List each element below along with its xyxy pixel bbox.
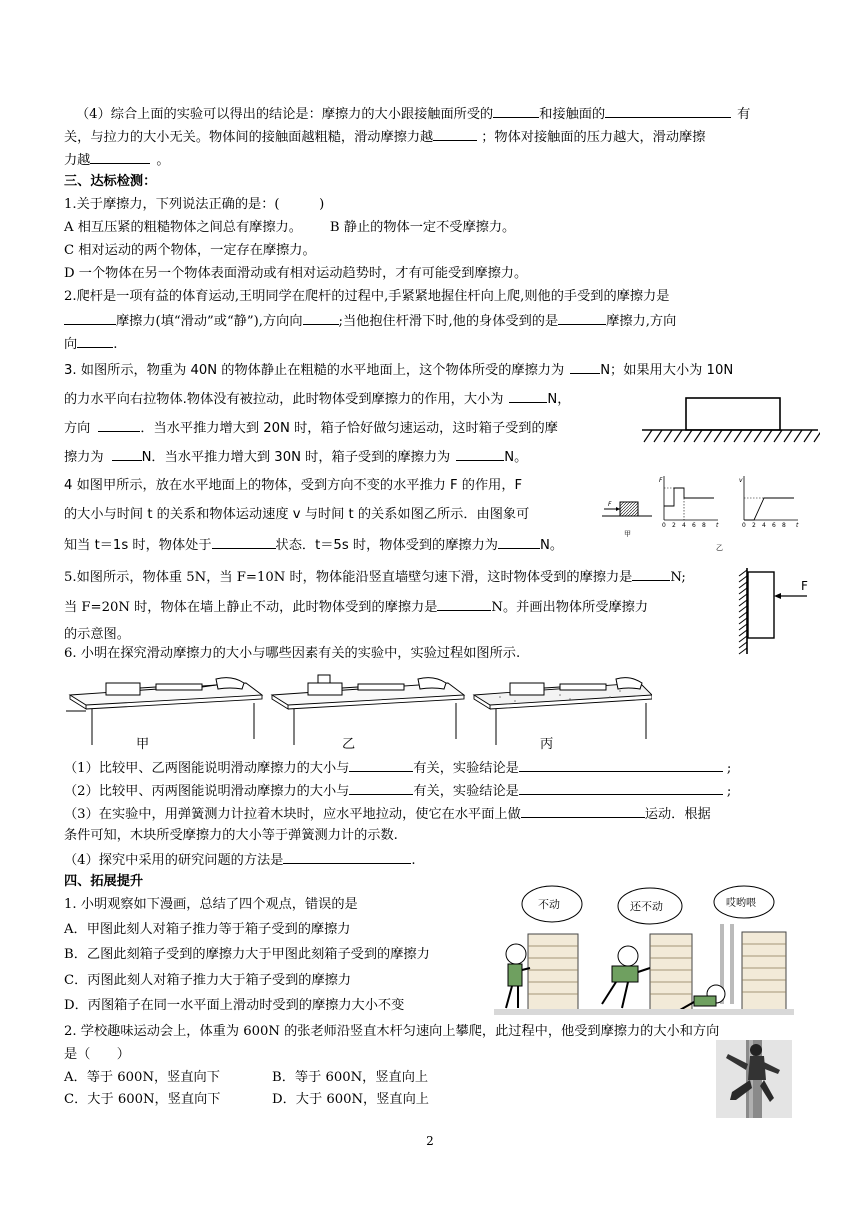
q4-line3: [64, 535, 563, 555]
text: 力越: [64, 153, 91, 168]
q2-line1: 2.爬杆是一项有益的体育运动,王明同学在爬杆的过程中,手紧紧地握住杆向上爬,则他的手受到的摩擦力是: [64, 289, 670, 304]
blank-input[interactable]: [558, 311, 606, 325]
text: （4）综合上面的实验可以得出的结论是：摩擦力的大小跟接触面所受的: [76, 107, 494, 122]
ground-hatch: [814, 430, 820, 442]
text: 方向: [64, 421, 91, 436]
tick: 2: [752, 522, 756, 529]
e1-option-c: C．丙图此刻人对箱子推力大于箱子受到的摩擦力: [64, 973, 352, 988]
wall-hatch: [739, 606, 747, 612]
blank-input[interactable]: [77, 334, 113, 348]
text: N。并画出物体所受摩擦力: [491, 600, 649, 615]
blank-input[interactable]: [303, 311, 339, 325]
q6-label-bing: 丙: [540, 737, 554, 752]
blank-input[interactable]: [437, 597, 491, 611]
ground-hatch: [744, 430, 752, 442]
q1-option-a: A 相互压紧的粗糙物体之间总有摩擦力。: [64, 220, 302, 235]
q6-figure-labels: [0, 736, 860, 754]
ground-hatch: [724, 430, 732, 442]
blank-input[interactable]: [498, 535, 540, 549]
wall-hatch: [739, 588, 747, 594]
text: 擦力为: [64, 450, 104, 465]
wall-hatch: [739, 636, 747, 642]
ground-hatch: [694, 430, 702, 442]
text: 运动．根据: [644, 807, 711, 822]
text: 5.如图所示，物体重 5N，当 F=10N 时，物体能沿竖直墙壁匀速下滑，这时物体受到的摩擦力是: [64, 570, 633, 585]
ground-hatch: [674, 430, 682, 442]
text: 状态．t＝5s 时，物体受到的摩擦力为: [275, 538, 498, 553]
text: .: [113, 337, 118, 352]
q2-line3: [64, 334, 117, 354]
wall-hatch: [739, 582, 747, 588]
tick: 4: [682, 522, 686, 529]
q6-part3-cont: 条件可知，木块所受摩擦力的大小等于弹簧测力计的示数.: [64, 828, 398, 843]
q4-graph-figure: [596, 470, 806, 556]
q5-wall-figure: [735, 566, 851, 656]
text: N．当水平推力增大到 30N 时，箱子受到的摩擦力为: [141, 450, 451, 465]
wall-hatch: [739, 630, 747, 636]
setup-jia: [66, 678, 262, 745]
q6-part3: [64, 804, 711, 824]
wall-hatch: [739, 618, 747, 624]
ground-hatch: [664, 430, 672, 442]
q1-stem: 1.关于摩擦力，下列说法正确的是：( ): [64, 197, 325, 212]
tick: 8: [702, 522, 706, 529]
q1-option-b: B 静止的物体一定不受摩擦力。: [329, 220, 516, 235]
climbing-photo: [716, 1040, 792, 1118]
svg-text:v: v: [739, 477, 743, 484]
tick: 6: [772, 522, 776, 529]
e1-stem: 1. 小明观察如下漫画，总结了四个观点，错误的是: [64, 897, 358, 912]
setup-yi: [272, 675, 464, 745]
text: N；如果用大小为 10N: [600, 363, 734, 378]
q6-part2: [64, 781, 731, 801]
blank-input[interactable]: [570, 360, 600, 374]
text: 有: [737, 107, 751, 122]
text: ．当水平推力增大到 20N 时，箱子恰好做匀速运动，这时箱子受到的摩: [140, 421, 558, 436]
q3-line1: [64, 360, 733, 380]
tick: 6: [692, 522, 696, 529]
s4-line3: [64, 150, 170, 170]
blank-input[interactable]: [64, 311, 116, 325]
q4-line1: 4 如图甲所示，放在水平地面上的物体，受到方向不变的水平推力 F 的作用，F: [64, 478, 523, 493]
wall-hatch: [739, 600, 747, 606]
q4-ticks-left: [662, 522, 706, 529]
ground-hatch: [794, 430, 802, 442]
text: 的力水平向右拉物体.物体没有被拉动，此时物体受到摩擦力的作用，大小为: [64, 392, 504, 407]
svg-text:F: F: [659, 477, 663, 484]
wall-hatch: [739, 594, 747, 600]
q5-force-label: F: [801, 579, 808, 593]
q1-option-c: C 相对运动的两个物体，一定存在摩擦力。: [64, 243, 316, 258]
q5-line3: 的示意图。: [64, 627, 130, 642]
blank-input[interactable]: [605, 104, 731, 118]
q6-label-yi: 乙: [342, 737, 356, 752]
q3-box-on-ground-figure: [640, 396, 820, 448]
wall-hatch: [739, 576, 747, 582]
section-4-title: 四、拓展提升: [64, 874, 144, 889]
q6-label-jia: 甲: [136, 737, 150, 752]
e2-line2: 是（ ）: [64, 1047, 130, 1062]
e2-line1: 2. 学校趣味运动会上，体重为 600N 的张老师沿竖直木杆匀速向上攀爬，此过程中，他受到摩擦力的大小和方向: [64, 1024, 720, 1039]
text: 关，与拉力的大小无关。物体间的接触面越粗糙，滑动摩擦力越: [64, 130, 434, 145]
q4-ticks-right: [742, 522, 786, 529]
text: （4）探究中采用的研究问题的方法是: [64, 853, 284, 868]
text: 向: [64, 337, 78, 352]
e2-option-c: C．大于 600N，竖直向下: [64, 1092, 221, 1107]
ground-hatch: [804, 430, 812, 442]
text: 有关，实验结论是: [413, 784, 519, 799]
ground-hatch: [644, 430, 652, 442]
blank-input[interactable]: [283, 850, 411, 864]
text: ；物体对接触面的压力越大，滑动摩擦: [481, 130, 706, 145]
section-3-title: 三、达标检测：: [64, 174, 157, 189]
ground-hatch: [774, 430, 782, 442]
blank-input[interactable]: [632, 567, 670, 581]
q3-line3: [64, 418, 558, 438]
s4-line1: [76, 104, 750, 124]
blank-input[interactable]: [349, 781, 413, 795]
svg-text:F: F: [608, 501, 612, 508]
svg-text:t: t: [716, 522, 719, 529]
text: 有关，实验结论是: [413, 761, 519, 776]
bubble-2: 还不动: [630, 900, 663, 913]
tick: 0: [662, 522, 666, 529]
e2-options-ab: [64, 1069, 429, 1087]
q4-label-jia: 甲: [624, 530, 631, 538]
ground-hatch: [764, 430, 772, 442]
q6-part1: [64, 758, 731, 778]
ground-hatch: [754, 430, 762, 442]
text: ;: [726, 761, 732, 776]
q6-part4: [64, 850, 416, 870]
e1-option-d: D．丙图箱子在同一水平面上滑动时受到的摩擦力大小不变: [64, 998, 405, 1013]
q5-line1: [64, 567, 686, 587]
blank-input[interactable]: [349, 758, 413, 772]
blank-input[interactable]: [519, 758, 723, 772]
bubble-3: 哎哟喂: [726, 898, 756, 909]
ground-hatch: [734, 430, 742, 442]
q1-options-ab: [64, 219, 515, 237]
text: 知当 t＝1s 时，物体处于: [64, 538, 212, 553]
blank-input[interactable]: [98, 418, 140, 432]
text: 摩擦力(填“滑动”或“静”),方向向: [116, 314, 303, 329]
blank-input[interactable]: [112, 447, 142, 461]
setup-bing: [474, 678, 652, 745]
cartoon-figure: [494, 884, 794, 1020]
cartoon-panel-yi: [602, 934, 692, 1010]
text: N;: [670, 570, 686, 585]
q6-stem: 6. 小明在探究滑动摩擦力的大小与哪些因素有关的实验中，实验过程如图所示.: [64, 646, 521, 661]
q3-line4: [64, 447, 527, 467]
text: 3. 如图所示，物重为 40N 的物体静止在粗糙的水平地面上，这个物体所受的摩擦力为: [64, 363, 565, 378]
q3-line2: [64, 389, 570, 409]
text: 和接触面的: [539, 107, 606, 122]
ground-hatch: [784, 430, 792, 442]
text: （1）比较甲、乙两图能说明滑动摩擦力的大小与: [64, 761, 350, 776]
tick: 8: [782, 522, 786, 529]
text: .: [411, 853, 416, 868]
text: N，: [547, 392, 571, 407]
blank-input[interactable]: [456, 447, 504, 461]
cartoon-panel-bing: [680, 924, 786, 1010]
text: N。: [539, 538, 564, 553]
text: 。: [156, 153, 170, 168]
svg-text:t: t: [796, 522, 799, 529]
wall-hatch: [739, 612, 747, 618]
e1-option-a: A．甲图此刻人对箱子推力等于箱子受到的摩擦力: [64, 922, 351, 937]
blank-input[interactable]: [509, 389, 547, 403]
tick: 2: [672, 522, 676, 529]
q4-line2: 的大小与时间 t 的关系和物体运动速度 v 与时间 t 的关系如图乙所示．由图象可: [64, 507, 530, 522]
page-number: 2: [426, 1134, 434, 1148]
blank-input[interactable]: [493, 104, 539, 118]
e2-option-b: B．等于 600N，竖直向上: [272, 1070, 429, 1085]
cartoon-panel-jia: [506, 934, 578, 1010]
wall-hatch: [739, 570, 747, 576]
blank-input[interactable]: [521, 804, 645, 818]
wall-hatch: [739, 648, 747, 654]
blank-input[interactable]: [212, 535, 276, 549]
text: ;当他抱住杆滑下时,他的身体受到的是: [338, 314, 559, 329]
blank-input[interactable]: [519, 781, 723, 795]
text: （3）在实验中，用弹簧测力计拉着木块时，应水平地拉动，使它在水平面上做: [64, 807, 521, 822]
ground-hatch: [684, 430, 692, 442]
text: 摩擦力,方向: [606, 314, 677, 329]
text: ;: [726, 784, 732, 799]
text: N。: [504, 450, 528, 465]
tick: 4: [762, 522, 766, 529]
e1-option-b: B．乙图此刻箱子受到的摩擦力大于甲图此刻箱子受到的摩擦力: [64, 947, 430, 962]
blank-input[interactable]: [433, 127, 477, 141]
blank-input[interactable]: [90, 150, 150, 164]
text: （2）比较甲、丙两图能说明滑动摩擦力的大小与: [64, 784, 350, 799]
text: 当 F=20N 时，物体在墙上静止不动，此时物体受到的摩擦力是: [64, 600, 438, 615]
wall-hatch: [739, 642, 747, 648]
q2-line2: [64, 311, 676, 331]
tick: 0: [742, 522, 746, 529]
q4-label-yi: 乙: [716, 544, 723, 552]
q5-line2: [64, 597, 648, 617]
ground-hatch: [654, 430, 662, 442]
e2-option-d: D．大于 600N，竖直向上: [272, 1092, 429, 1107]
e2-options-cd: [64, 1091, 429, 1109]
wall-hatch: [739, 624, 747, 630]
s4-line2: [64, 127, 705, 147]
e2-option-a: A．等于 600N，竖直向下: [64, 1070, 220, 1085]
bubble-1: 不动: [538, 898, 560, 911]
q1-option-d: D 一个物体在另一个物体表面滑动或有相对运动趋势时，才有可能受到摩擦力。: [64, 266, 528, 281]
ground-hatch: [704, 430, 712, 442]
ground-hatch: [714, 430, 722, 442]
